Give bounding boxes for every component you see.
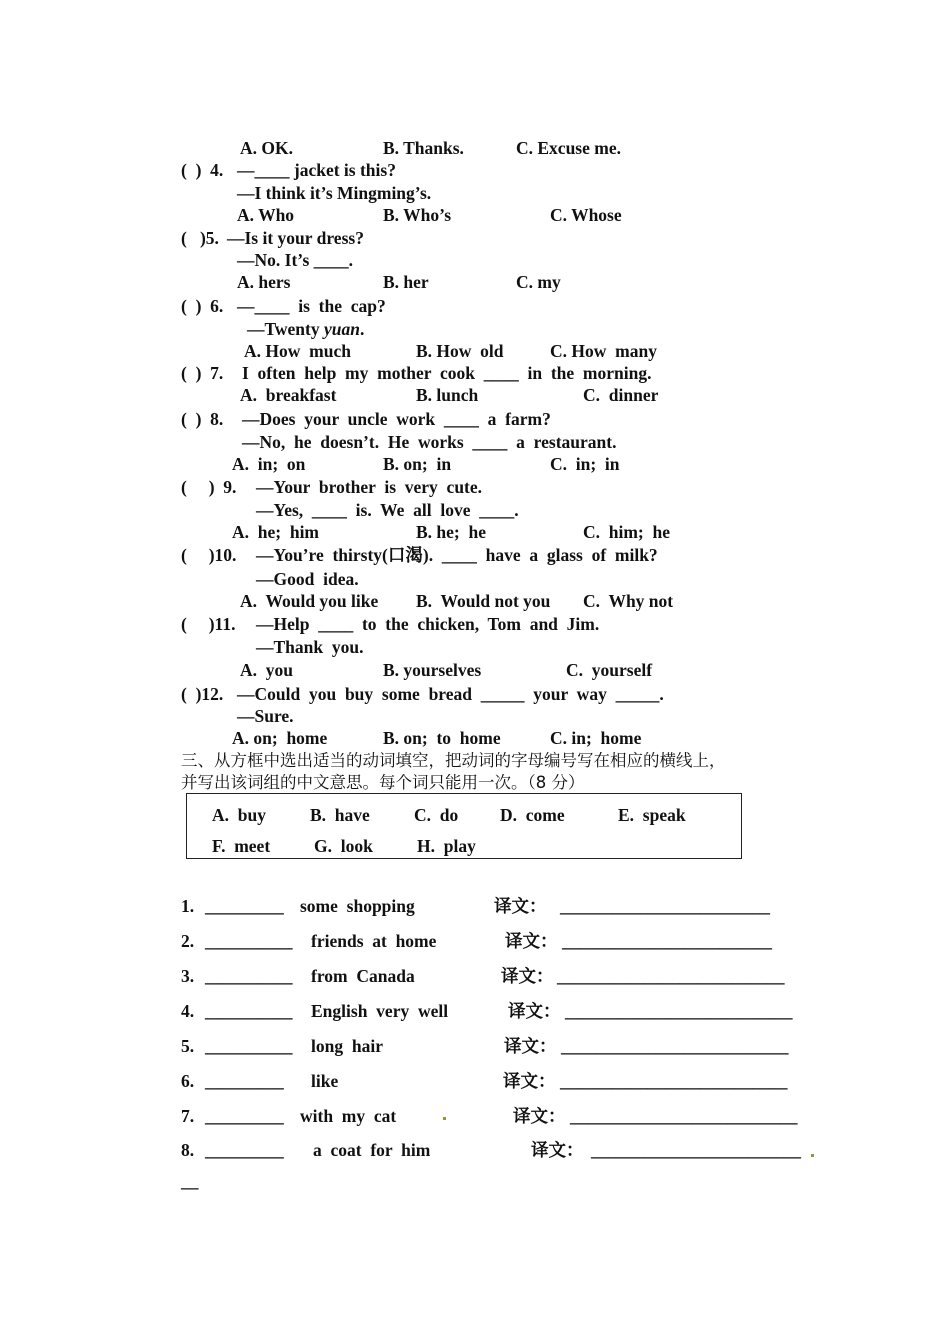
section3-heading-line2: 并写出该词组的中文意思。每个词只能用一次。（8 分） [181, 773, 585, 792]
translate-line: __________________________ [565, 1001, 793, 1021]
q8-option-b: B. on; in [383, 454, 452, 474]
q5-response: —No. It’s ____. [237, 250, 354, 270]
q10-option-c: C. Why not [583, 591, 674, 611]
q3-option-a: A. OK. [240, 138, 293, 158]
fill-item-phrase: friends at home [311, 931, 437, 951]
q5-prompt: —Is it your dress? [227, 228, 364, 248]
q11-response: —Thank you. [256, 637, 364, 657]
translate-label: 译文： [505, 931, 558, 951]
q12-response: —Sure. [237, 706, 294, 726]
translate-line: __________________________ [557, 966, 785, 986]
fill-item-number: 5. [181, 1036, 195, 1056]
q12-prompt: —Could you buy some bread _____ your way _____. [237, 684, 664, 704]
q10-option-b: B. Would not you [416, 591, 551, 611]
translate-line: __________________________ [560, 1071, 788, 1091]
word-option-e: E. speak [618, 805, 686, 825]
fill-item-blank: _________ [205, 1071, 284, 1091]
q9-option-c: C. him; he [583, 522, 671, 542]
q10-number: ( )10. [181, 545, 237, 565]
fill-item-phrase: English very well [311, 1001, 449, 1021]
fill-item-number: 4. [181, 1001, 195, 1021]
q9-prompt: —Your brother is very cute. [256, 477, 483, 497]
q9-number: ( ) 9. [181, 477, 237, 497]
q9-option-b: B. he; he [416, 522, 486, 542]
q5-option-a: A. hers [237, 272, 291, 292]
translate-label: 译文： [494, 896, 547, 916]
q8-prompt: —Does your uncle work ____ a farm? [242, 409, 551, 429]
q6-number: ( ) 6. [181, 296, 224, 316]
stray-dot [811, 1154, 814, 1157]
fill-item-number: 2. [181, 931, 195, 951]
q5-option-b: B. her [383, 272, 429, 292]
word-option-d: D. come [500, 805, 565, 825]
q4-prompt: —____ jacket is this? [237, 160, 396, 180]
q12-option-b: B. on; to home [383, 728, 501, 748]
translate-label: 译文： [513, 1106, 566, 1126]
q11-option-c: C. yourself [566, 660, 653, 680]
translate-line: ________________________ [591, 1140, 801, 1160]
q8-number: ( ) 8. [181, 409, 224, 429]
q6-option-c: C. How many [550, 341, 657, 361]
q6-option-a: A. How much [244, 341, 351, 361]
translate-label: 译文： [531, 1140, 584, 1160]
fill-item-number: 6. [181, 1071, 195, 1091]
translate-label: 译文： [501, 966, 554, 986]
fill-item-blank: _________ [205, 1140, 284, 1160]
q10-response: —Good idea. [256, 569, 359, 589]
q8-response: —No, he doesn’t. He works ____ a restaurant. [242, 432, 617, 452]
fill-item-blank: _________ [205, 1106, 284, 1126]
q8-option-a: A. in; on [232, 454, 306, 474]
q9-option-a: A. he; him [232, 522, 320, 542]
q7-option-c: C. dinner [583, 385, 659, 405]
q10-prompt: —You’re thirsty(口渴). ____ have a glass of milk? [256, 545, 658, 565]
fill-item-blank: __________ [205, 931, 293, 951]
translate-label: 译文： [504, 1036, 557, 1056]
q3-option-b: B. Thanks. [383, 138, 464, 158]
q7-number: ( ) 7. [181, 363, 224, 383]
q11-prompt: —Help ____ to the chicken, Tom and Jim. [256, 614, 600, 634]
q12-option-a: A. on; home [232, 728, 328, 748]
q8-option-c: C. in; in [550, 454, 620, 474]
q11-option-b: B. yourselves [383, 660, 482, 680]
q6-option-b: B. How old [416, 341, 504, 361]
fill-item-number: 8. [181, 1140, 195, 1160]
stray-dot [443, 1117, 446, 1120]
q11-option-a: A. you [240, 660, 293, 680]
word-option-c: C. do [414, 805, 459, 825]
q12-number: ( )12. [181, 684, 224, 704]
word-option-a: A. buy [212, 805, 266, 825]
word-option-f: F. meet [212, 836, 271, 856]
q4-option-c: C. Whose [550, 205, 622, 225]
q12-option-c: C. in; home [550, 728, 642, 748]
q4-option-b: B. Who’s [383, 205, 452, 225]
translate-line: __________________________ [561, 1036, 789, 1056]
fill-item-phrase: some shopping [300, 896, 415, 916]
translate-line: __________________________ [570, 1106, 798, 1126]
q6-response: —Twenty yuan. [247, 319, 365, 339]
q5-number: ( )5. [181, 228, 219, 248]
translate-label: 译文： [503, 1071, 556, 1091]
translate-label: 译文： [508, 1001, 561, 1021]
q7-prompt: I often help my mother cook ____ in the morning. [242, 363, 652, 383]
word-option-h: H. play [417, 836, 476, 856]
translate-line: ________________________ [562, 931, 772, 951]
fill-item-phrase: like [311, 1071, 339, 1091]
q4-number: ( ) 4. [181, 160, 224, 180]
q3-option-c: C. Excuse me. [516, 138, 621, 158]
q6-prompt: —____ is the cap? [237, 296, 386, 316]
word-option-g: G. look [314, 836, 373, 856]
translate-line: ________________________ [560, 896, 770, 916]
q4-response: —I think it’s Mingming’s. [237, 183, 432, 203]
fill-item-blank: __________ [205, 1001, 293, 1021]
fill-item-blank: __________ [205, 966, 293, 986]
q11-number: ( )11. [181, 614, 236, 634]
fill-item-blank: __________ [205, 1036, 293, 1056]
fill-item-phrase: with my cat [300, 1106, 397, 1126]
fill-item-number: 3. [181, 966, 195, 986]
q10-option-a: A. Would you like [240, 591, 379, 611]
fill-item-phrase: from Canada [311, 966, 415, 986]
q7-option-b: B. lunch [416, 385, 479, 405]
fill-item-number: 1. [181, 896, 195, 916]
section3-heading-line1: 三、从方框中选出适当的动词填空，把动词的字母编号写在相应的横线上， [181, 751, 726, 770]
trailing-dash: — [181, 1177, 199, 1197]
fill-item-blank: _________ [205, 896, 284, 916]
q4-option-a: A. Who [237, 205, 295, 225]
q7-option-a: A. breakfast [240, 385, 337, 405]
fill-item-phrase: long hair [311, 1036, 383, 1056]
word-option-b: B. have [310, 805, 370, 825]
q9-response: —Yes, ____ is. We all love ____. [256, 500, 519, 520]
fill-item-number: 7. [181, 1106, 195, 1126]
q5-option-c: C. my [516, 272, 561, 292]
fill-item-phrase: a coat for him [313, 1140, 431, 1160]
